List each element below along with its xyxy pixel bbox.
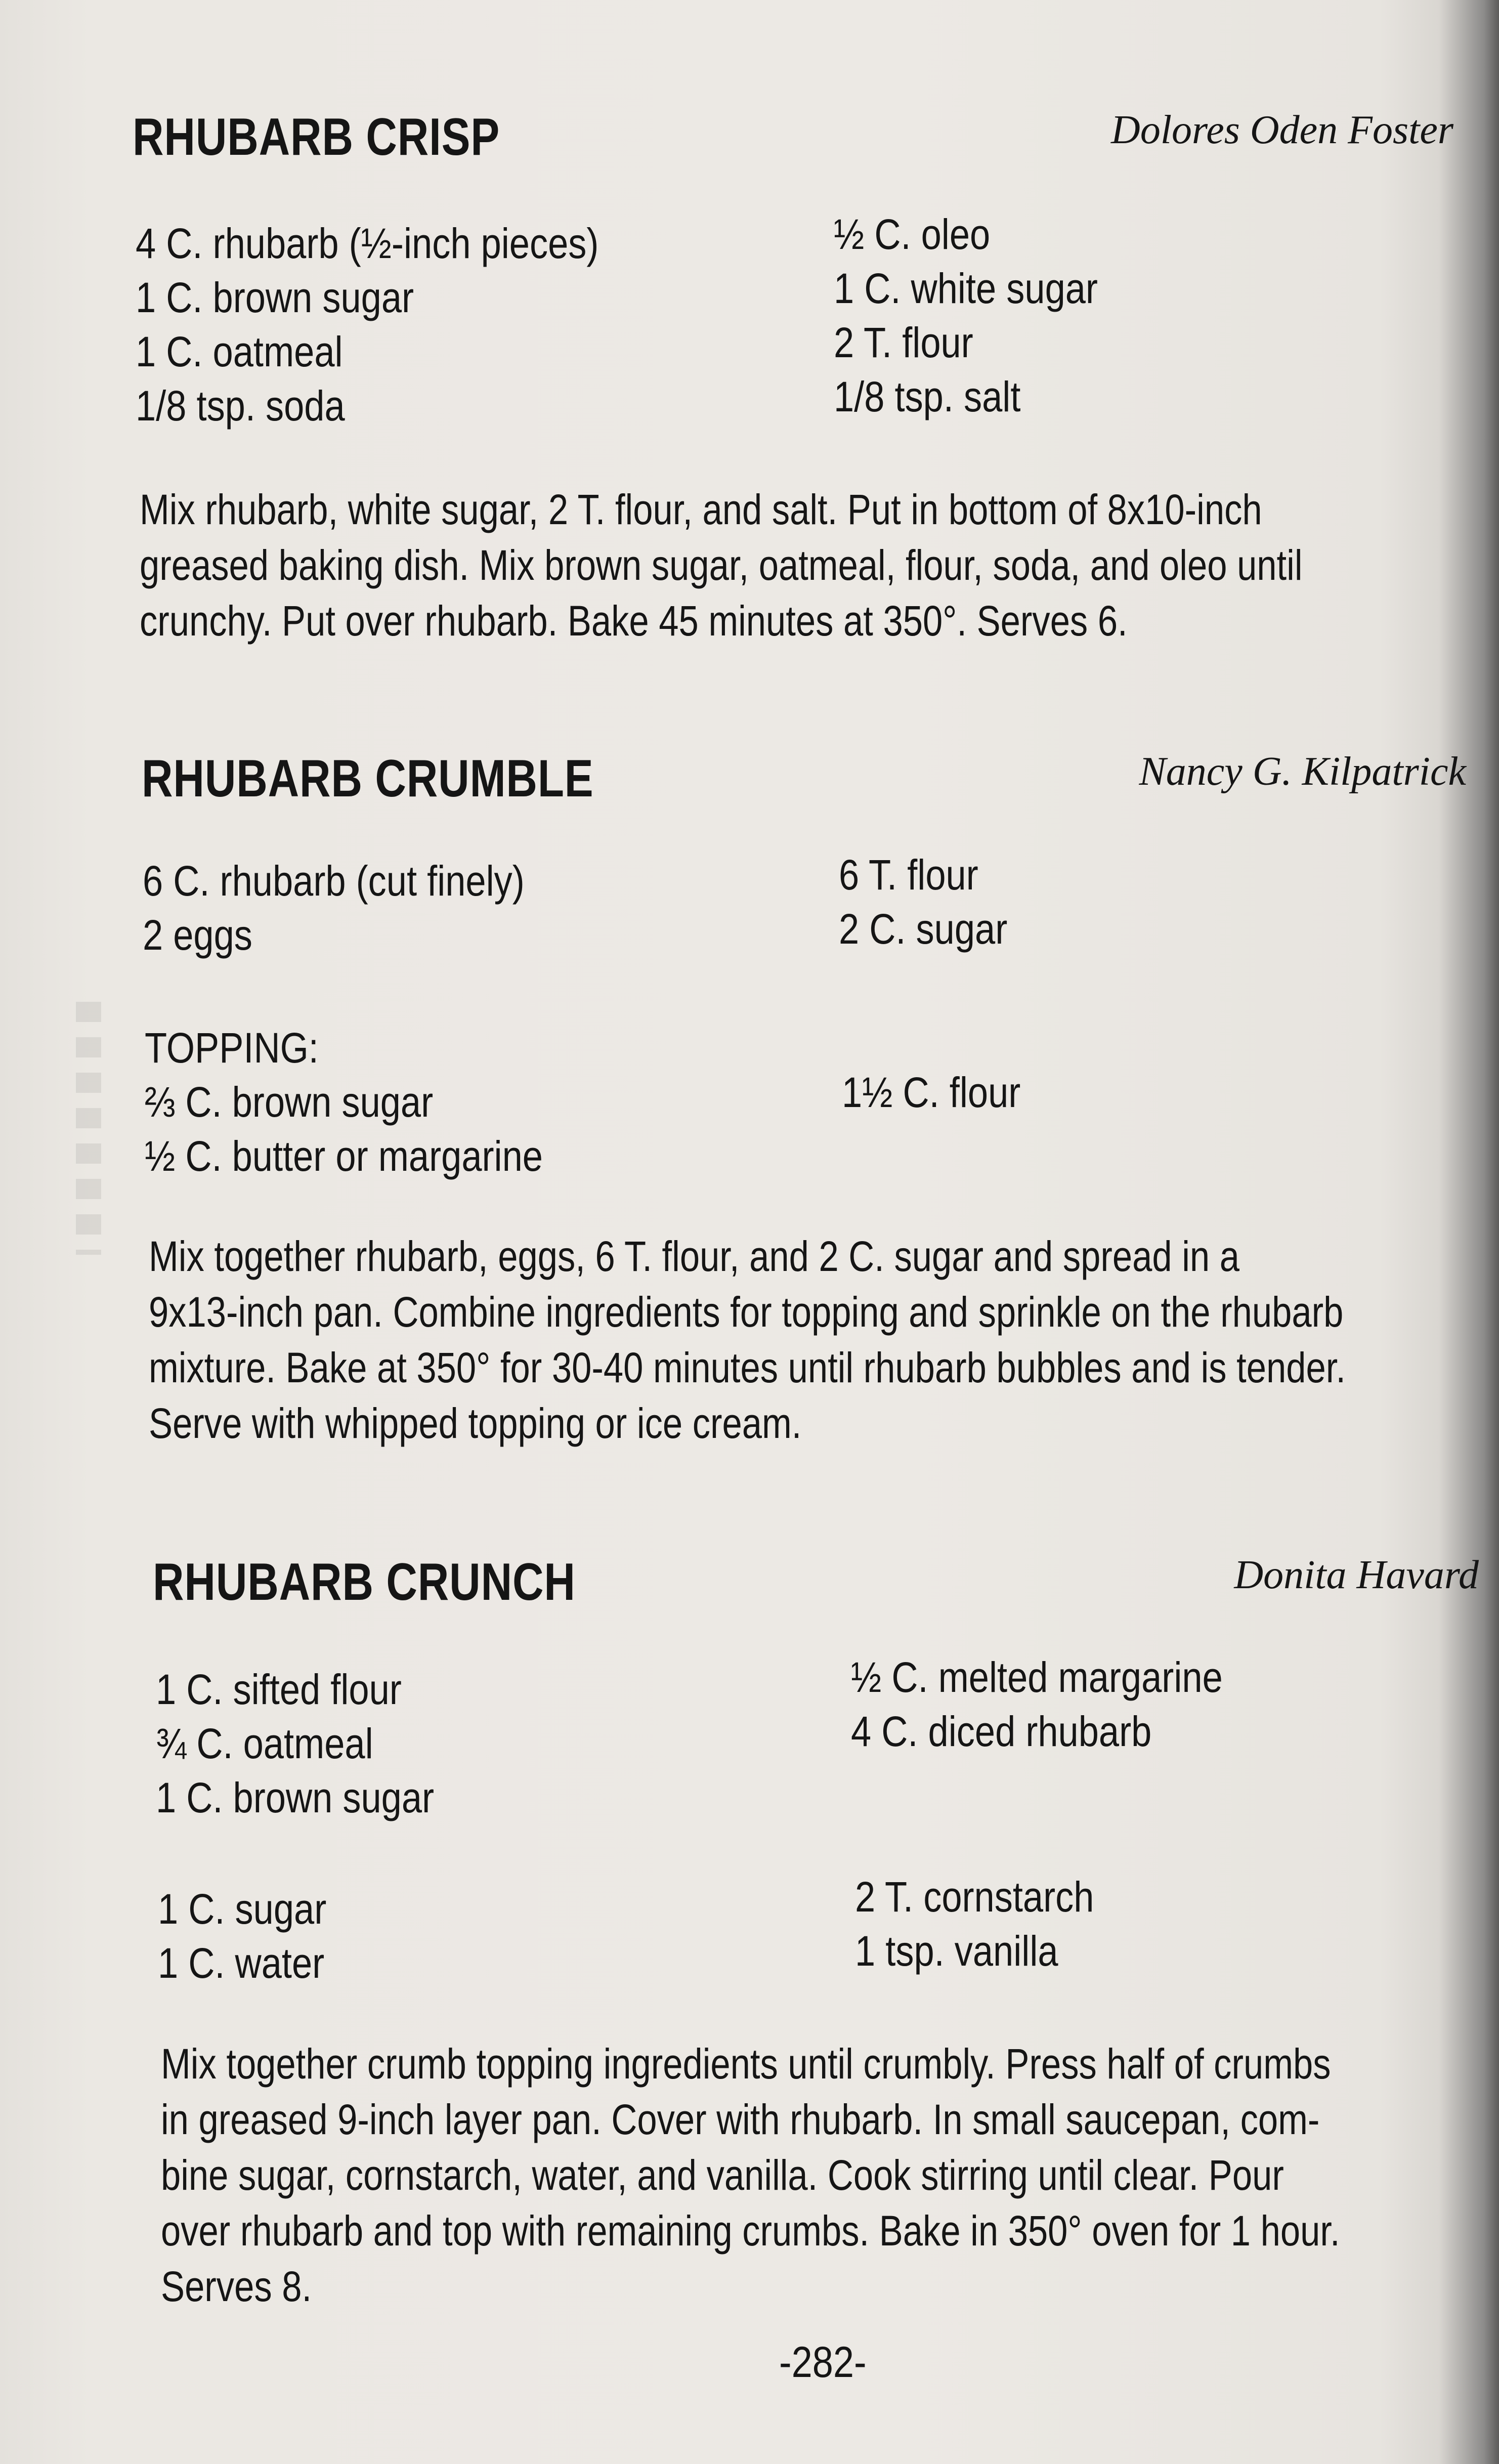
instruction-line: in greased 9-inch layer pan. Cover with rhubarb. In small saucepan, com- (161, 2096, 1320, 2143)
instruction-line: greased baking dish. Mix brown sugar, oatmeal, flour, soda, and oleo until (140, 541, 1303, 589)
sauce-left-crunch (158, 1882, 326, 1990)
ingredient: 1 tsp. vanilla (855, 1927, 1058, 1975)
ingredient: 1/8 tsp. salt (834, 373, 1021, 420)
ingredient: ½ C. oleo (834, 210, 991, 258)
instructions-crumble (149, 1228, 1346, 1451)
instruction-line: crunchy. Put over rhubarb. Bake 45 minutes at 350°. Serves 6. (140, 597, 1128, 645)
instruction-line: bine sugar, cornstarch, water, and vanilla. Cook stirring until clear. Pour (161, 2151, 1284, 2199)
ingredient: 1 C. sifted flour (156, 1666, 402, 1713)
ingredient: 2 T. flour (834, 319, 973, 366)
page-number: -282- (779, 2338, 867, 2387)
ingredient: ¾ C. oatmeal (156, 1720, 373, 1767)
recipe-title-crunch: RHUBARB CRUNCH (153, 1553, 576, 1611)
topping-crumble (145, 1021, 543, 1183)
instruction-line: 9x13-inch pan. Combine ingredients for topping and sprinkle on the rhubarb (149, 1288, 1344, 1336)
ingredient: 2 C. sugar (839, 905, 1008, 953)
ingredient: 1½ C. flour (842, 1069, 1021, 1116)
instruction-line: Serve with whipped topping or ice cream. (149, 1399, 802, 1447)
ingredient: 1/8 tsp. soda (136, 382, 345, 430)
ingredient: 4 C. rhubarb (½-inch pieces) (136, 220, 599, 267)
topping-label: TOPPING: (145, 1024, 319, 1072)
ingredients-right-crisp (834, 207, 1098, 424)
ingredient: 1 C. sugar (158, 1885, 327, 1933)
ingredient: 1 C. oatmeal (136, 328, 343, 375)
recipe-author-crisp: Dolores Oden Foster (1111, 108, 1453, 152)
ingredients-left-crisp (136, 217, 598, 433)
binding-mark (76, 1002, 101, 1255)
ingredient: 4 C. diced rhubarb (851, 1708, 1152, 1755)
ingredient: 1 C. water (158, 1939, 325, 1987)
ingredient: 6 T. flour (839, 851, 978, 899)
ingredients-right-crunch (851, 1650, 1223, 1759)
ingredient: 1 C. white sugar (834, 265, 1098, 312)
ingredient: ½ C. melted margarine (851, 1653, 1223, 1701)
sauce-right-crunch (855, 1870, 1094, 1978)
ingredient: 6 C. rhubarb (cut finely) (143, 857, 525, 905)
instruction-line: Mix together rhubarb, eggs, 6 T. flour, and 2 C. sugar and spread in a (149, 1233, 1240, 1280)
instruction-line: Mix rhubarb, white sugar, 2 T. flour, and salt. Put in bottom of 8x10-inch (140, 486, 1262, 533)
recipe-title-crumble: RHUBARB CRUMBLE (142, 749, 594, 808)
ingredient: 2 T. cornstarch (855, 1873, 1094, 1921)
topping-right-crumble (842, 1066, 1020, 1120)
instruction-line: mixture. Bake at 350° for 30-40 minutes until rhubarb bubbles and is tender. (149, 1344, 1346, 1391)
recipe-title-crisp: RHUBARB CRISP (133, 108, 500, 166)
ingredients-right-crumble (839, 848, 1007, 956)
instructions-crisp (140, 482, 1303, 649)
instruction-line: over rhubarb and top with remaining crumbs. Bake in 350° oven for 1 hour. (161, 2207, 1340, 2255)
ingredients-left-crumble (143, 854, 525, 962)
ingredient: 1 C. brown sugar (156, 1774, 435, 1821)
ingredient: ½ C. butter or margarine (145, 1132, 543, 1180)
instruction-line: Mix together crumb topping ingredients until crumbly. Press half of crumbs (161, 2040, 1331, 2088)
instructions-crunch (161, 2036, 1340, 2314)
ingredient: 2 eggs (143, 911, 252, 959)
instruction-line: Serves 8. (161, 2263, 312, 2310)
ingredient: 1 C. brown sugar (136, 274, 414, 321)
recipe-author-crunch: Donita Havard (1234, 1553, 1479, 1597)
ingredient: ⅔ C. brown sugar (145, 1078, 434, 1126)
ingredients-left-crunch (156, 1663, 434, 1825)
recipe-author-crumble: Nancy G. Kilpatrick (1139, 749, 1466, 794)
